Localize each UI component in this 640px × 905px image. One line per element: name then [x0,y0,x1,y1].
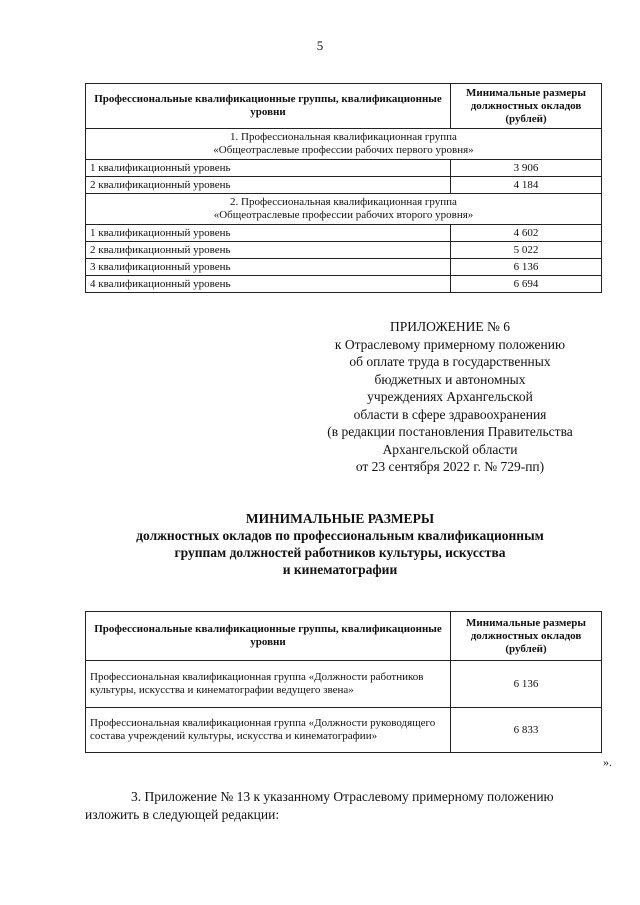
heading-line-1: МИНИМАЛЬНЫЕ РАЗМЕРЫ [245,511,435,526]
appendix-line: (в редакции постановления Правительства [327,424,573,439]
salary-cell: 6 136 [451,259,602,276]
group-row [86,194,602,225]
table-row [86,708,602,753]
salary-cell: 4 602 [451,225,602,242]
appendix-title: ПРИЛОЖЕНИЕ № 6 [389,319,511,334]
appendix-line: области в сфере здравоохранения [353,406,547,422]
salary-table-culture [85,611,602,753]
table-row [86,160,602,177]
appendix-line: Архангельской области [382,441,518,457]
table-row [86,177,602,194]
appendix-line: учреждениях Архангельской [367,389,533,404]
salary-table-workers [85,83,602,293]
heading-line-2: должностных окладов по профессиональным квалификационным [136,528,544,543]
group-line-2: «Общеотраслевые профессии рабочих второго уровня» [213,209,474,221]
group-line-1: 1. Профессиональная квалификационная группа [230,131,457,143]
salary-cell: 6 833 [451,708,602,753]
group-cell: Профессиональная квалификационная группа «Должности руководящего состава учреждений культуры, искусства и кинематографии» [86,708,451,753]
appendix-line: об оплате труда в государственных [349,354,551,369]
header-groups: Профессиональные квалификационные группы, квалификационные уровни [86,84,451,129]
table-header-row [86,612,602,661]
level-cell: 2 квалификационный уровень [86,177,451,194]
header-groups: Профессиональные квалификационные группы, квалификационные уровни [86,612,451,661]
group-row [86,129,602,160]
table-row [86,225,602,242]
salary-cell: 3 906 [451,160,602,177]
closing-quote: ». [603,755,612,769]
salary-cell: 6 136 [451,661,602,708]
page-number: 5 [316,38,324,53]
level-cell: 2 квалификационный уровень [86,242,451,259]
table-row [86,259,602,276]
level-cell: 1 квалификационный уровень [86,160,451,177]
table-row [86,276,602,293]
body-paragraph: 3. Приложение № 13 к указанному Отраслевому примерному положению изложить в следующей редакции: [85,789,554,822]
header-salary: Минимальные размеры должностных окладов (рублей) [451,612,602,661]
group-cell: Профессиональная квалификационная группа «Должности работников культуры, искусства и кинематографии ведущего звена» [86,661,451,708]
salary-cell: 4 184 [451,177,602,194]
heading-line-3: группам должностей работников культуры, искусства [174,545,506,560]
heading-line-4: и кинематографии [282,562,398,577]
appendix-line: от 23 сентября 2022 г. № 729-пп) [355,459,545,474]
table-row [86,242,602,259]
group-title [86,194,602,225]
section-heading [90,510,590,578]
group-title [86,129,602,160]
level-cell: 4 квалификационный уровень [86,276,451,293]
appendix-line: к Отраслевому примерному положению [334,336,566,352]
appendix-line: бюджетных и автономных [374,371,526,387]
level-cell: 1 квалификационный уровень [86,225,451,242]
group-line-1: 2. Профессиональная квалификационная группа [230,196,457,208]
header-salary: Минимальные размеры должностных окладов (рублей) [451,84,602,129]
salary-cell: 5 022 [451,242,602,259]
salary-cell: 6 694 [451,276,602,293]
appendix-block [300,318,600,476]
table-row [86,661,602,708]
table-header-row [86,84,602,129]
level-cell: 3 квалификационный уровень [86,259,451,276]
group-line-2: «Общеотраслевые профессии рабочих первого уровня» [213,144,474,156]
